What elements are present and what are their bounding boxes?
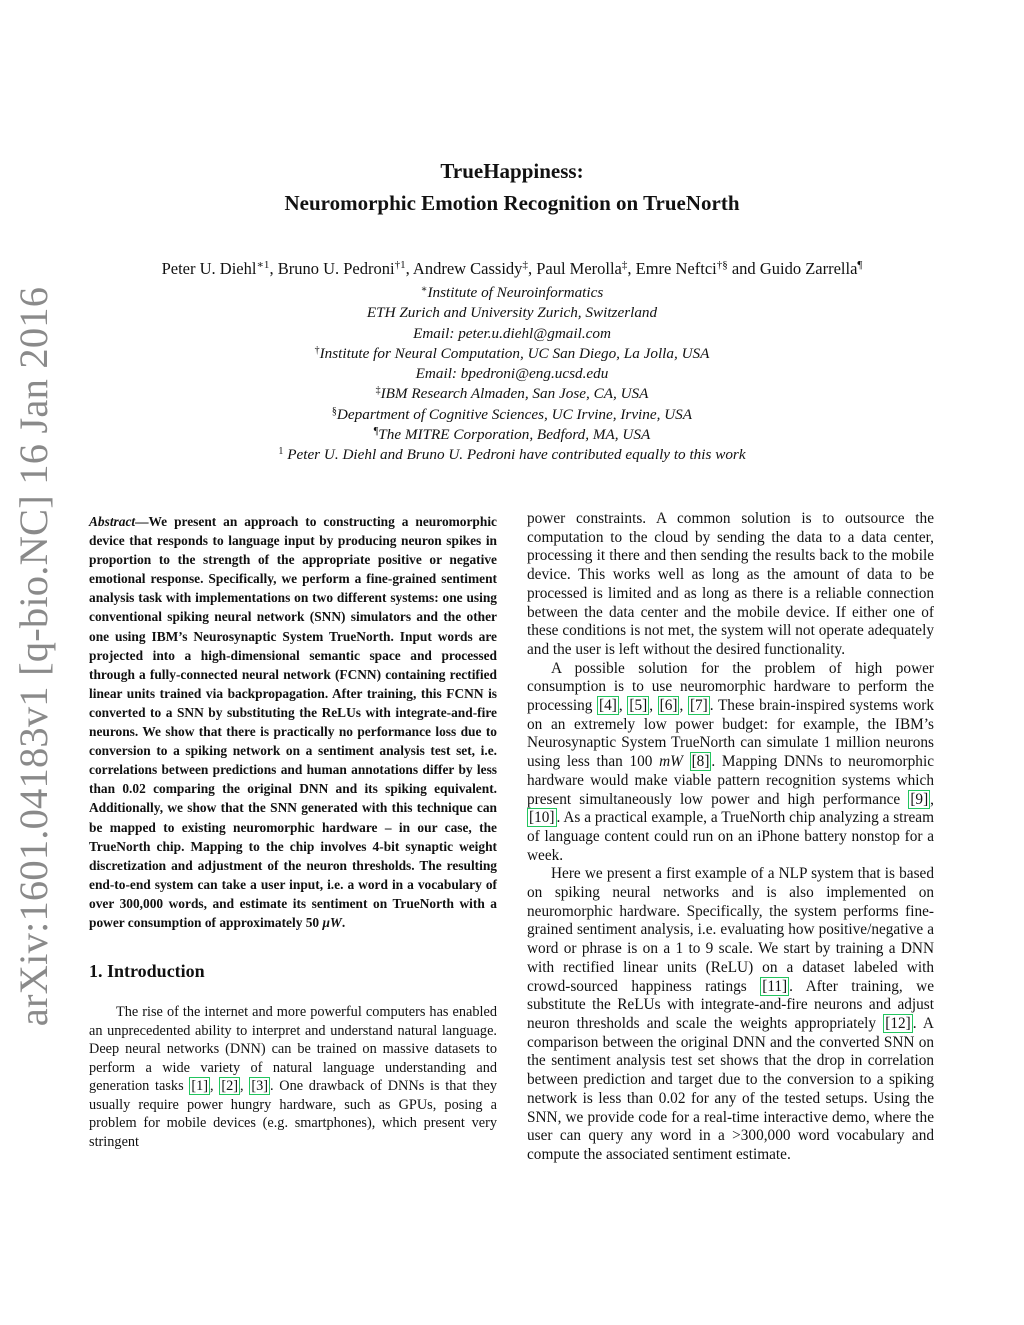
paper-title bbox=[0, 155, 1024, 219]
citation-link[interactable]: [1] bbox=[191, 1078, 209, 1095]
author-mark: ∗1 bbox=[256, 259, 270, 271]
author-and: and bbox=[727, 259, 760, 278]
author-mark: ‡ bbox=[522, 259, 528, 271]
body-paragraph: Here we present a first example of a NLP system that is based on spiking neural networks and is also implemented on neuromorphic hardware. Specifically, the system performs fine-grained sentiment analysis, i.e. evaluating how positive/negative a word or phrase is on a 1 to 9 scale. We start by training a DNN with rectified linear units (ReLU) on a dataset labeled with crowd-sourced happiness ratings [11] . After training, we substitute the ReLUs with integrate-and-fire neurons and adjust neuron thresholds and scale the weights appropriately [12] . A comparison between the original DNN and the converted SNN on the sentiment analysis test set shows that the drop in correlation between prediction and target due to the conversion to a spiking network is less than 0.02 for any of the tested setups. Using the SNN, we provide code for a real-time interactive demo, where the user can query any word in a >300,000 word vocabulary and compute the associated sentiment estimate. bbox=[527, 865, 934, 1163]
author-list bbox=[0, 256, 1024, 282]
citation-link[interactable]: [6] bbox=[659, 697, 678, 715]
author-mark: †§ bbox=[716, 259, 728, 271]
introduction-paragraph: The rise of the internet and more powerful computers has enabled an unprecedented ability to interpret and understand natural language. Deep neural networks (DNN) can be trained on massive datasets to perform a wide variety of natural language understanding and generation tasks [1] , [2] , [3] . One drawback of DNNs is that they usually require power hungry hardware, such as GPUs, posing a problem for mobile devices (e.g. smartphones), which present very stringent bbox=[89, 1004, 497, 1150]
citation-link[interactable]: [8] bbox=[691, 753, 710, 771]
abstract-text: We present an approach to constructing a neuromorphic device that responds to language input by producing neuron spikes in proportion to the strength of the appropriate positive or negative emotional response. Specifically, we perform a fine-grained sentiment analysis task with implementations on two different systems: one using conventional spiking neural network (SNN) simulators and the other one using IBM’s Neurosynaptic System TrueNorth. Input words are projected into a high-dimensional semantic space and processed through a fully-connected neural network (FCNN) containing rectified linear units trained via backpropagation. After training, this FCNN is converted to a SNN by substituting the ReLUs with integrate-and-fire neurons. We show that there is practically no performance loss due to conversion to a spiking network on a sentiment analysis test set, i.e. correlations between predictions and human annotations differ by less than 0.02 comparing the original DNN and its spiking equivalent. Additionally, we show that the SNN generated with this technique can be mapped to existing neuromorphic hardware – in our case, the TrueNorth chip. Mapping to the chip involves 4-bit synaptic weight discretization and adjustment of the neuron thresholds. The resulting end-to-end system can take a user input, i.e. a word in a vocabulary of over 300,000 words, and estimate its sentiment on TrueNorth with a power consumption of approximately 50 bbox=[89, 514, 497, 930]
author-name: Emre Neftci bbox=[635, 259, 717, 278]
affiliation-email: Email: peter.u.diehl@gmail.com bbox=[413, 324, 611, 342]
author-name: Peter U. Diehl bbox=[161, 259, 257, 278]
affiliation-mark: ∗ bbox=[420, 284, 428, 295]
left-column bbox=[89, 512, 497, 1151]
equal-contribution-note: $^1$ Peter U. Diehl and Bruno U. Pedroni have contributed equally to this work bbox=[278, 446, 746, 464]
affiliation-line: ∗Institute of Neuroinformatics bbox=[420, 284, 604, 301]
affiliation-line: ¶The MITRE Corporation, Bedford, MA, USA bbox=[373, 426, 651, 444]
author-name: Bruno U. Pedroni bbox=[277, 259, 395, 278]
body-paragraph: A possible solution for the problem of high power consumption is to use neuromorphic hardware to perform the processing [4] , [5] , [6] , [7] . These brain-inspired systems work on an extremely low power budget: for example, the IBM’s Neurosynaptic System TrueNorth can simulate 1 million neurons using less than 100 mW [8] . Mapping DNNs to neuromorphic hardware would make viable pattern recognition systems which present simultaneously low power and high performance [9] , [10] . As a practical example, a TrueNorth chip analyzing a stream of language content could run on an iPhone battery nonstop for a week. bbox=[527, 659, 935, 864]
abstract-label: Abstract bbox=[89, 514, 136, 529]
title-line-1: TrueHappiness: bbox=[440, 159, 584, 183]
author-separator: , bbox=[627, 259, 636, 278]
affiliation-line: §Department of Cognitive Sciences, UC Irvine, Irvine, USA bbox=[331, 405, 693, 423]
citation-link[interactable]: [4] bbox=[599, 697, 617, 715]
citation-link[interactable]: [5] bbox=[629, 697, 648, 715]
affiliation-mark: ¶ bbox=[373, 426, 379, 438]
citation-link[interactable]: [7] bbox=[689, 697, 708, 715]
section-heading-introduction: 1. Introduction bbox=[89, 961, 205, 982]
affiliation-mark: 1 bbox=[278, 446, 284, 458]
abstract: Abstract—We present an approach to constructing a neuromorphic device that responds to language input by producing neuron spikes in proportion to the strength of the appropriate positive or negative emotional response. Specifically, we perform a fine-grained sentiment analysis task with implementations on two different systems: one using conventional spiking neural network (SNN) simulators and the other one using IBM’s Neurosynaptic System TrueNorth. Input words are projected into a high-dimensional semantic space and processed through a fully-connected neural network (FCNN) containing rectified linear units trained via backpropagation. After training, this FCNN is converted to a SNN by substituting the ReLUs with integrate-and-fire neurons. We show that there is practically no performance loss due to conversion to a spiking network on a sentiment analysis test set, i.e. correlations between predictions and human annotations differ by less than 0.02 comparing the original DNN and its spiking equivalent. Additionally, we show that the SNN generated with this technique can be mapped to existing neuromorphic hardware – in our case, the TrueNorth chip. Mapping to the chip involves 4-bit synaptic weight discretization and adjustment of the neuron thresholds. The resulting end-to-end system can take a user input, i.e. a word in a vocabulary of over 300,000 words, and estimate its sentiment on TrueNorth with a power consumption of approximately 50 μW. bbox=[89, 514, 497, 930]
author-name: Andrew Cassidy bbox=[412, 259, 523, 278]
author-mark: ‡ bbox=[621, 259, 628, 271]
affiliation-mark: § bbox=[331, 405, 337, 417]
body-paragraph: power constraints. A common solution is to outsource the computation to the cloud by sending the data to a data center, processing it there and then sending the results back to the mobile device. This works well as long as the amount of data to be processed is limited and as long as there is a reliable connection between the data center and the mobile device. If either one of these conditions is not met, the system will not operate adequately and the user is left without the desired functionality. bbox=[527, 510, 934, 658]
affiliations bbox=[0, 283, 1024, 466]
power-unit: μW bbox=[322, 914, 342, 930]
author-name: Paul Merolla bbox=[536, 259, 622, 278]
citation-link[interactable]: [12] bbox=[885, 1014, 911, 1032]
affiliation-email: Email: bpedroni@eng.ucsd.edu bbox=[415, 365, 609, 383]
affiliation-mark: ‡ bbox=[375, 385, 381, 397]
citation-link[interactable]: [2] bbox=[221, 1078, 239, 1095]
arxiv-id: arXiv:1601.04183v1 [q-bio.NC] 16 Jan 2016 bbox=[11, 286, 57, 1026]
title-line-2: Neuromorphic Emotion Recognition on TrueNorth bbox=[284, 191, 740, 215]
author-mark: †1 bbox=[394, 259, 406, 271]
author-separator: , bbox=[269, 259, 278, 278]
citation-link[interactable]: [9] bbox=[910, 790, 929, 808]
author-name: Guido Zarrella bbox=[759, 259, 858, 278]
citation-link[interactable]: [11] bbox=[762, 977, 788, 995]
author-separator: , bbox=[527, 259, 537, 278]
citation-link[interactable]: [3] bbox=[251, 1078, 268, 1095]
right-column bbox=[527, 510, 934, 1165]
citation-link[interactable]: [10] bbox=[529, 809, 555, 827]
author-mark: ¶ bbox=[857, 259, 863, 271]
affiliation-line: ‡IBM Research Almaden, San Jose, CA, USA bbox=[375, 385, 649, 403]
author-separator: , bbox=[405, 259, 413, 278]
affiliation-mark: † bbox=[314, 344, 320, 356]
affiliation-line: †Institute for Neural Computation, UC San Diego, La Jolla, USA bbox=[314, 344, 710, 362]
affiliation-line: ETH Zurich and University Zurich, Switzerland bbox=[366, 304, 658, 322]
power-unit: mW bbox=[659, 753, 683, 771]
